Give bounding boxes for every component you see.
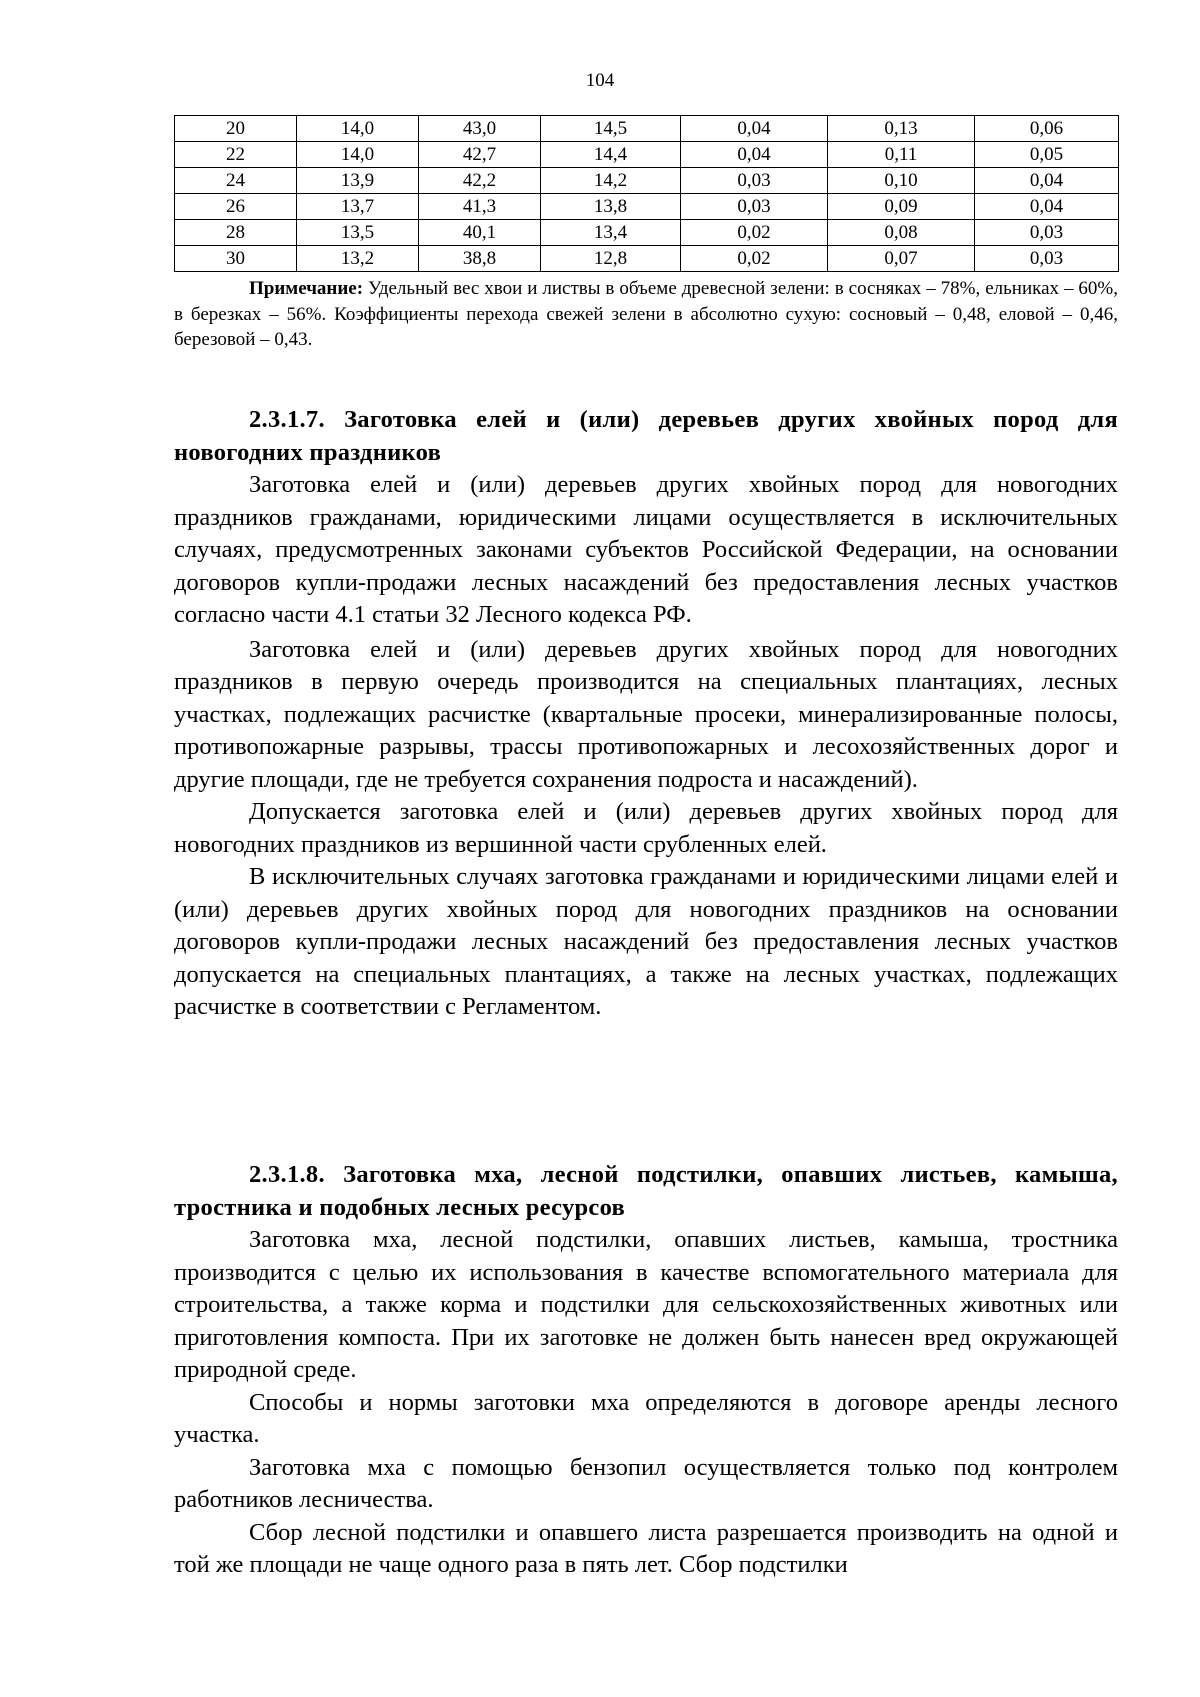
paragraph: Способы и нормы заготовки мха определяются в договоре аренды лесного участка. — [174, 1388, 1118, 1448]
table-cell: 13,4 — [541, 220, 681, 246]
table-cell: 40,1 — [419, 220, 541, 246]
table-cell: 13,2 — [297, 246, 419, 272]
table-row — [175, 168, 1119, 194]
table-cell: 38,8 — [419, 246, 541, 272]
table-cell: 0,04 — [681, 142, 828, 168]
table-cell: 14,0 — [297, 142, 419, 168]
paragraph: Заготовка елей и (или) деревьев других хвойных пород для новогодних праздников гражданами, юридическими лицами осуществляется в исключительных случаях, предусмотренных законами субъектов Российской Федерации, на основании договоров купли-продажи лесных насаждений без предоставления лесных участков согласно части 4.1 статьи 32 Лесного кодекса РФ. — [174, 471, 1118, 628]
table-cell: 14,5 — [541, 116, 681, 142]
paragraph: Заготовка елей и (или) деревьев других хвойных пород для новогодних праздников в первую очередь производится на специальных плантациях, лесных участках, подлежащих расчистке (квартальные просеки, минерализированные полосы, противопожарные разрывы, трассы противопожарных и лесохозяйственных дорог и другие площади, где не требуется сохранения подроста и насаждений). — [174, 635, 1118, 793]
table-cell: 30 — [175, 246, 297, 272]
note-text: Удельный вес хвои и листвы в объеме древесной зелени: в сосняках – 78%, ельниках – 60%, в березках – 56%. Коэффициенты перехода свежей зелени в абсолютно сухую: сосновый – 0,48, еловой – 0,46, березовой – 0,43. — [174, 278, 1118, 350]
table-cell: 0,06 — [975, 116, 1119, 142]
note-label: Примечание: — [249, 278, 364, 299]
table-cell: 0,05 — [975, 142, 1119, 168]
table-cell: 41,3 — [419, 194, 541, 220]
table-row — [175, 116, 1119, 142]
table-cell: 0,10 — [828, 168, 975, 194]
paragraph: Заготовка мха, лесной подстилки, опавших листьев, камыша, тростника производится с целью их использования в качестве вспомогательного материала для строительства, а также корма и подстилки для сельскохозяйственных животных или приготовления компоста. При их заготовке не должен быть нанесен вред окружающей природной среде. — [174, 1226, 1118, 1383]
table-cell: 0,13 — [828, 116, 975, 142]
table-cell: 14,0 — [297, 116, 419, 142]
table-cell: 0,04 — [681, 116, 828, 142]
table-cell: 0,04 — [975, 194, 1119, 220]
table-cell: 0,09 — [828, 194, 975, 220]
table-row — [175, 246, 1119, 272]
section-2-3-1-8 — [174, 1159, 1118, 1582]
table-cell: 22 — [175, 142, 297, 168]
data-table — [174, 115, 1119, 272]
table-cell: 24 — [175, 168, 297, 194]
table-cell: 0,11 — [828, 142, 975, 168]
table-cell: 13,5 — [297, 220, 419, 246]
table-cell: 28 — [175, 220, 297, 246]
table-cell: 14,2 — [541, 168, 681, 194]
table-cell: 0,03 — [975, 246, 1119, 272]
table-cell: 0,07 — [828, 246, 975, 272]
table-cell: 42,2 — [419, 168, 541, 194]
page-number: 104 — [585, 70, 615, 91]
table-cell: 13,7 — [297, 194, 419, 220]
table-row — [175, 142, 1119, 168]
paragraph: В исключительных случаях заготовка гражданами и юридическими лицами елей и (или) деревьев других хвойных пород для новогодних праздников на основании договоров купли-продажи лесных насаждений без предоставления лесных участков допускается на специальных плантациях, а также на лесных участках, подлежащих расчистке в соответствии с Регламентом. — [174, 863, 1118, 1020]
table-row — [175, 220, 1119, 246]
table-cell: 14,4 — [541, 142, 681, 168]
table-cell: 0,08 — [828, 220, 975, 246]
table-cell: 0,03 — [975, 220, 1119, 246]
table-cell: 13,8 — [541, 194, 681, 220]
table-note — [174, 276, 1118, 353]
table-cell: 0,02 — [681, 220, 828, 246]
table-cell: 42,7 — [419, 142, 541, 168]
table-cell: 26 — [175, 194, 297, 220]
table-row — [175, 194, 1119, 220]
paragraph: Сбор лесной подстилки и опавшего листа разрешается производить на одной и той же площади не чаще одного раза в пять лет. Сбор подстилки — [174, 1518, 1118, 1578]
table-cell: 0,03 — [681, 194, 828, 220]
section-heading: 2.3.1.8. Заготовка мха, лесной подстилки, опавших листьев, камыша, тростника и подобных лесных ресурсов — [174, 1161, 1118, 1221]
table-cell: 20 — [175, 116, 297, 142]
table-body — [175, 116, 1119, 272]
table-cell: 0,04 — [975, 168, 1119, 194]
section-heading: 2.3.1.7. Заготовка елей и (или) деревьев других хвойных пород для новогодних праздников — [174, 406, 1118, 466]
table-cell: 13,9 — [297, 168, 419, 194]
paragraph: Заготовка мха с помощью бензопил осуществляется только под контролем работников лесничества. — [174, 1453, 1118, 1513]
table-cell: 0,02 — [681, 246, 828, 272]
paragraph: Допускается заготовка елей и (или) деревьев других хвойных пород для новогодних праздников из вершинной части срубленных елей. — [174, 798, 1118, 858]
table-cell: 43,0 — [419, 116, 541, 142]
table-cell: 12,8 — [541, 246, 681, 272]
table-cell: 0,03 — [681, 168, 828, 194]
section-2-3-1-7 — [174, 404, 1118, 1024]
